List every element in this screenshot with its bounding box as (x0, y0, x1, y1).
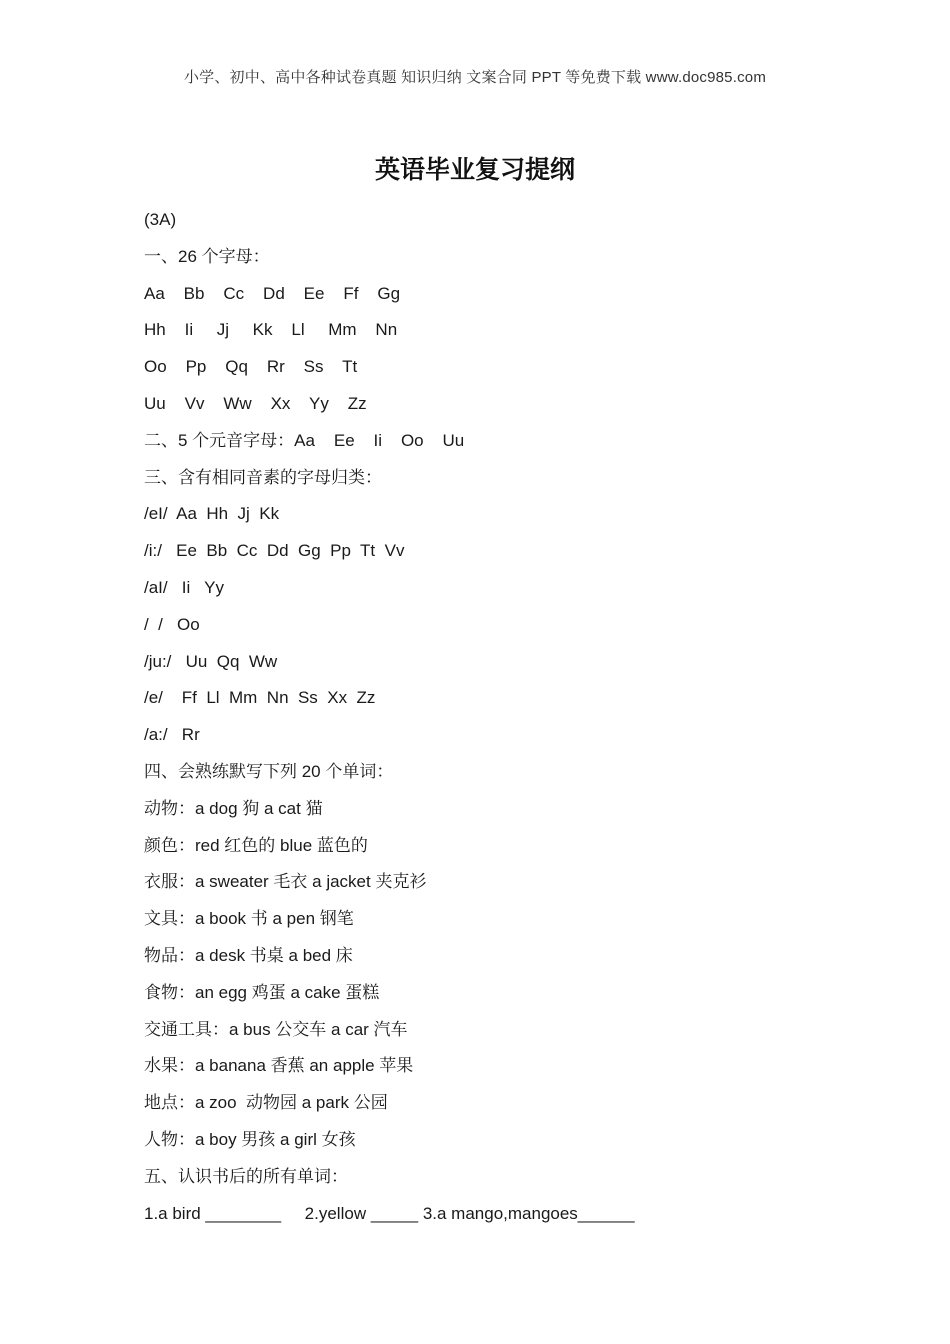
vocabulary-row: 衣服：a sweater 毛衣 a jacket 夹克衫 (144, 872, 427, 892)
vocabulary-row: 交通工具：a bus 公交车 a car 汽车 (144, 1019, 408, 1039)
phoneme-group-row: /e/ Ff Ll Mm Nn Ss Xx Zz (144, 688, 376, 708)
phoneme-group-row: / / Oo (144, 614, 200, 634)
section-heading-vocabulary: 四、会熟练默写下列 20 个单词： (144, 761, 394, 781)
fill-in-exercise-row: 1.a bird ________ 2.yellow _____ 3.a mango,mangoes______ (144, 1203, 635, 1223)
vocabulary-row: 地点：a zoo 动物园 a park 公园 (144, 1093, 388, 1113)
section-heading-phoneme-groups: 三、含有相同音素的字母归类： (144, 467, 382, 487)
section-heading-book-words: 五、认识书后的所有单词： (144, 1166, 348, 1186)
alphabet-row: Aa Bb Cc Dd Ee Ff Gg (144, 283, 401, 303)
section-heading-vowels: 二、5 个元音字母：Aa Ee Ii Oo Uu (144, 430, 465, 450)
phoneme-group-row: /aI/ Ii Yy (144, 577, 224, 597)
vocabulary-row: 食物：an egg 鸡蛋 a cake 蛋糕 (144, 982, 380, 1002)
phoneme-group-row: /ju:/ Uu Qq Ww (144, 651, 278, 671)
alphabet-row: Uu Vv Ww Xx Yy Zz (144, 393, 367, 413)
vocabulary-row: 水果：a banana 香蕉 an apple 苹果 (144, 1056, 414, 1076)
vocabulary-row: 动物：a dog 狗 a cat 猫 (144, 798, 323, 818)
alphabet-row: Hh Ii Jj Kk Ll Mm Nn (144, 320, 398, 340)
phoneme-group-row: /i:/ Ee Bb Cc Dd Gg Pp Tt Vv (144, 541, 405, 561)
section-heading-alphabet: 一、26 个字母： (144, 246, 270, 266)
vocabulary-row: 颜色：red 红色的 blue 蓝色的 (144, 835, 368, 855)
section-label-3a: (3A) (144, 210, 177, 229)
document-body (144, 205, 904, 1235)
alphabet-row: Oo Pp Qq Rr Ss Tt (144, 357, 358, 377)
document-title: 英语毕业复习提纲 (374, 155, 575, 184)
phoneme-group-row: /eI/ Aa Hh Jj Kk (144, 504, 280, 524)
vocabulary-row: 文具：a book 书 a pen 钢笔 (144, 909, 354, 929)
vocabulary-row: 物品：a desk 书桌 a bed 床 (144, 945, 353, 965)
page-header: 小学、初中、高中各种试卷真题 知识归纳 文案合同 PPT 等免费下载 www.doc985.com (183, 69, 767, 86)
phoneme-group-row: /a:/ Rr (144, 725, 200, 745)
vocabulary-row: 人物：a boy 男孩 a girl 女孩 (144, 1129, 356, 1149)
